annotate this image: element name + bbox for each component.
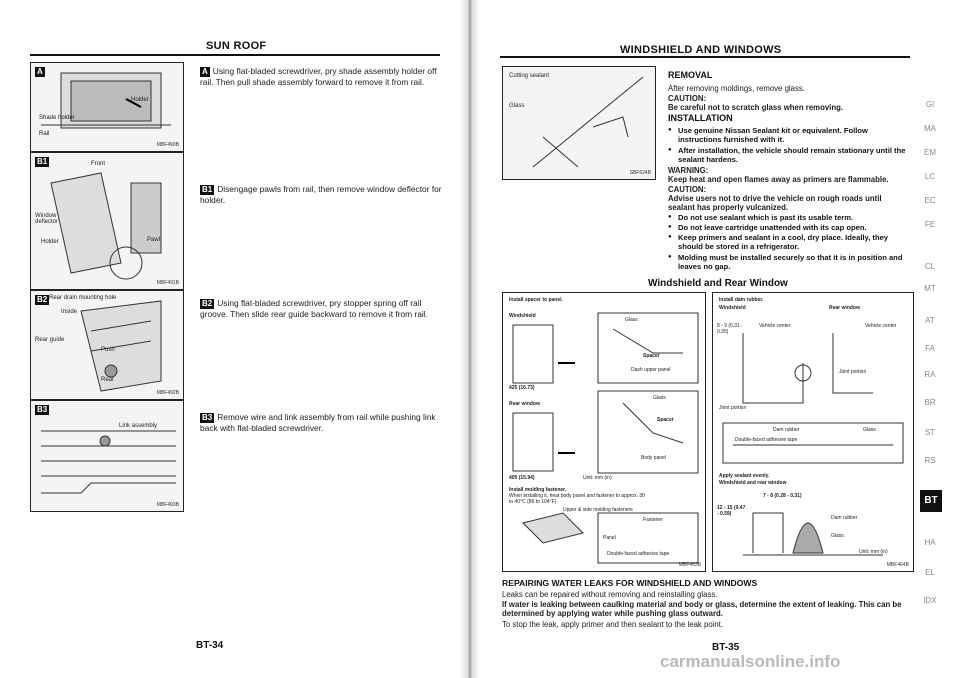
dr-glass2: Glass <box>831 533 844 539</box>
dr-unit: Unit: mm (in) <box>859 549 888 555</box>
figure-b1-label-holder: Holder <box>41 239 59 245</box>
caution-bullet-2: ● Do not leave cartridge unattended with its cap open. <box>678 223 910 232</box>
figure-b1-badge: B1 <box>37 157 48 166</box>
dl-dash-panel: Dash upper panel <box>631 367 671 373</box>
step-b3 <box>200 412 450 433</box>
step-a-text: Using flat-bladed screwdriver, pry shade assembly holder off rail. Then pull shade assembly forward to remove it from rail. <box>200 66 437 87</box>
figure-a-badge: A <box>37 67 43 76</box>
side-tab-el[interactable]: EL <box>925 568 935 577</box>
spacer-molding-drawing <box>503 293 705 571</box>
dl-spacer2: Spacer <box>657 417 674 423</box>
dl-fastener: Fastener <box>643 517 663 523</box>
dr-sealant-sub: Windshield and rear window <box>719 480 787 486</box>
step-b1-text: Disengage pawls from rail, then remove window deflector for holder. <box>200 184 442 205</box>
side-tab-idx[interactable]: IDX <box>923 596 937 605</box>
side-tab-fe[interactable]: FE <box>924 220 936 229</box>
step-a-badge: A <box>202 67 208 76</box>
dl-dim1: 425 (16.73) <box>509 385 535 391</box>
figure-b2-label-rear: Rear <box>101 377 115 383</box>
side-tab-fa[interactable]: FA <box>925 344 935 353</box>
side-tab-ma[interactable]: MA <box>924 124 936 133</box>
side-tab-gi[interactable]: GI <box>925 100 935 109</box>
dr-vehicle-center2: Vehicle center <box>865 323 897 329</box>
right-page-number: BT-35 <box>712 642 740 653</box>
figure-b3-badge: B3 <box>37 405 48 414</box>
caution-bullet-3: ● Keep primers and sealant in a cool, dry place. Ideally, they should be stored in a refrigerator. <box>678 233 910 251</box>
dr-joint-portion2: Joint portion <box>839 369 867 375</box>
figure-b2-label-rear-guide: Rear guide <box>35 337 65 343</box>
dl-rear-window: Rear window <box>509 401 540 407</box>
dl-unit: Unit: mm (in) <box>583 475 612 481</box>
side-tab-ra[interactable]: RA <box>924 370 936 379</box>
dr-dim-c: 12 - 15 (0.47 - 0.59) <box>717 505 746 517</box>
dl-windshield: Windshield <box>509 313 536 319</box>
dl-title: Install spacer to panel. <box>509 297 563 303</box>
dl-code: MBF463B <box>678 562 701 568</box>
dr-dam-rubber: Dam rubber <box>773 427 800 433</box>
repair-text-2: If water is leaking between caulking material and body or glass, determine the extent of leaking. This can be determined by applying water while pushing glass outward. <box>502 600 902 619</box>
dl-dim2: 405 (15.94) <box>509 475 535 481</box>
left-page <box>0 0 470 678</box>
step-b1-badge: B1 <box>202 185 213 194</box>
figure-b2-label-push: Push <box>101 347 115 353</box>
caution2-label: CAUTION: <box>668 185 707 194</box>
step-b2-badge: B2 <box>202 299 213 308</box>
dr-windshield: Windshield <box>719 305 746 311</box>
figure-b1-label-pawl: Pawl <box>147 237 161 243</box>
side-tab-st[interactable]: ST <box>924 428 936 437</box>
step-b3-badge: B3 <box>202 413 213 422</box>
right-header-rule <box>500 56 910 58</box>
figure-b3-drawing <box>31 401 183 511</box>
side-tab-ha[interactable]: HA <box>924 538 936 547</box>
figure-b2 <box>30 290 184 400</box>
dam-rubber-sealant-diagram <box>712 292 914 572</box>
caution-bullet-4: ● Molding must be installed securely so that it is in position and leaves no gap. <box>678 253 910 271</box>
figure-a-label-holder: Holder <box>131 97 149 103</box>
install-bullet-2: ● After installation, the vehicle should remain stationary until the sealant hardens. <box>678 146 910 164</box>
step-b2 <box>200 298 450 319</box>
figure-b3-code: MBF493B <box>156 502 179 508</box>
cutting-sealant-code: SBF624B <box>629 170 651 176</box>
side-tab-at[interactable]: AT <box>925 316 935 325</box>
side-tab-bt-active[interactable]: BT <box>920 490 942 512</box>
installation-title: INSTALLATION <box>668 113 733 123</box>
side-tab-ec[interactable]: EC <box>924 196 936 205</box>
dr-code: MBF464B <box>886 562 909 568</box>
label-glass: Glass <box>509 103 525 109</box>
repair-text-3: To stop the leak, apply primer and then sealant to the leak point. <box>502 620 724 629</box>
spacer-molding-diagram <box>502 292 706 572</box>
figure-b1-code: MBF491B <box>156 280 179 286</box>
figure-b2-badge: B2 <box>37 295 48 304</box>
dl-glass2: Glass <box>653 395 666 401</box>
figure-b1 <box>30 152 184 290</box>
cutting-sealant-drawing <box>503 67 655 179</box>
figure-a-label-rail: Rail <box>39 131 50 137</box>
cutting-sealant-figure <box>502 66 656 180</box>
left-page-header: SUN ROOF <box>206 40 267 52</box>
dr-rear-window: Rear window <box>829 305 860 311</box>
dl-panel: Panel <box>603 535 616 541</box>
left-page-number: BT-34 <box>196 640 224 651</box>
figure-a-drawing <box>31 63 183 151</box>
figure-b2-code: MBF492B <box>156 390 179 396</box>
dr-tape: Double-faced adhesive tape <box>735 437 798 443</box>
dl-tape: Double-faced adhesive tape <box>607 551 670 557</box>
figure-b3-label-link-assembly: Link assembly <box>119 423 158 429</box>
watermark: carmanualsonline.info <box>660 652 841 671</box>
side-tab-em[interactable]: EM <box>924 148 936 157</box>
repair-title: REPAIRING WATER LEAKS FOR WINDSHIELD AND WINDOWS <box>502 578 758 588</box>
dr-dim-a: 8 - 9 (0.31 - 0.35) <box>717 323 743 335</box>
figure-b2-label-inside: Inside <box>61 309 78 315</box>
dr-title: Install dam rubber. <box>719 297 764 303</box>
warning-text: Keep heat and open flames away as primers are flammable. <box>668 175 889 184</box>
removal-text: After removing moldings, remove glass. <box>668 84 805 93</box>
section-title: Windshield and Rear Window <box>648 278 788 289</box>
step-a <box>200 66 450 87</box>
figure-a-code: MBF490B <box>156 142 179 148</box>
dl-glass: Glass <box>625 317 638 323</box>
install-bullet-1: ● Use genuine Nissan Sealant kit or equivalent. Follow instructions furnished with it. <box>678 126 910 144</box>
dl-spacer: Spacer <box>643 353 660 359</box>
figure-a <box>30 62 184 152</box>
label-cutting-sealant: Cutting sealant <box>509 73 550 79</box>
figure-b1-label-front: Front <box>91 161 106 167</box>
step-b2-text: Using flat-bladed screwdriver, pry stopper spring off rail groove. Then slide rear guide backward to remove it from rail. <box>200 298 428 319</box>
figure-b1-label-window-deflector: Window deflector <box>35 213 59 225</box>
side-tab-mt[interactable]: MT <box>924 284 936 293</box>
repair-text-1: Leaks can be repaired without removing and reinstalling glass. <box>502 590 718 599</box>
dl-molding-title: Install molding fastener. <box>509 487 567 493</box>
side-tab-br[interactable]: BR <box>924 398 936 407</box>
figure-b3 <box>30 400 184 512</box>
caution-bullet-1: ● Do not use sealant which is past its usable term. <box>678 213 910 222</box>
dr-glass: Glass <box>863 427 876 433</box>
dr-vehicle-center: Vehicle center <box>759 323 791 329</box>
right-page-header: WINDSHIELD AND WINDOWS <box>620 44 782 56</box>
figure-a-label-shade-holder: Shade holder <box>39 115 75 121</box>
dr-sealant-title: Apply sealant evenly. <box>719 473 770 479</box>
caution1-text: Be careful not to scratch glass when removing. <box>668 103 844 112</box>
dr-joint-portion: Joint portion <box>719 405 747 411</box>
side-tab-rs[interactable]: RS <box>924 456 936 465</box>
step-b3-text: Remove wire and link assembly from rail while pushing link back with flat-bladed screwdriver. <box>200 412 436 433</box>
dl-molding-sub: Upper & side molding fasteners <box>563 507 633 513</box>
caution1-label: CAUTION: <box>668 94 707 103</box>
dr-dam-rubber2: Dam rubber <box>831 515 858 521</box>
removal-title: REMOVAL <box>668 70 713 80</box>
left-header-rule <box>30 54 440 56</box>
dl-body-panel: Body panel <box>641 455 667 461</box>
dl-molding-note: When installing it, heat body panel and fastener to approx. 30 to 40°C (86 to 104°F). <box>509 493 645 505</box>
step-b1 <box>200 184 450 205</box>
dr-dim-b: 7 - 8 (0.28 - 0.31) <box>763 493 802 499</box>
caution2-text: Advise users not to drive the vehicle on rough roads until sealant has properly vulcanized. <box>668 194 882 213</box>
warning-label: WARNING: <box>668 166 709 175</box>
figure-b2-label-drain-hole: Rear drain mounting hole <box>49 295 117 301</box>
side-tab-lc[interactable]: LC <box>924 172 936 181</box>
side-tab-cl[interactable]: CL <box>924 262 936 271</box>
